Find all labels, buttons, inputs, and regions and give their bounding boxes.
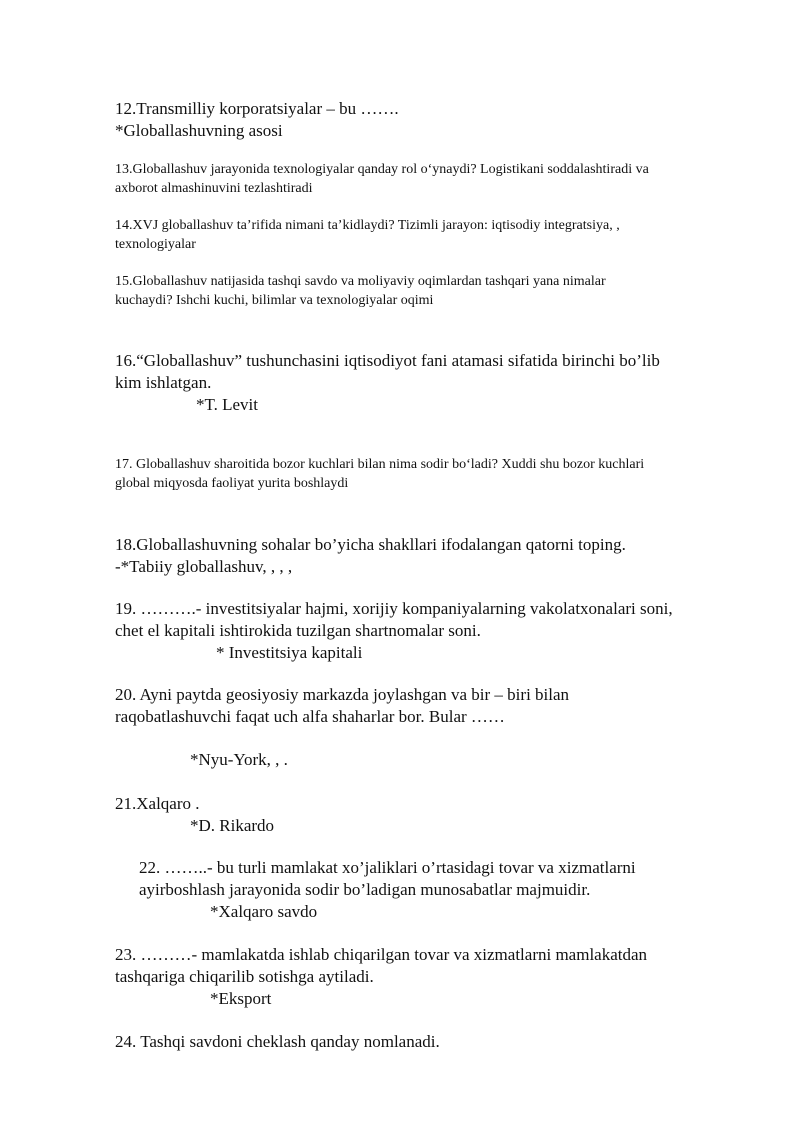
answer-18: -*Tabiiy globallashuv, , , , — [115, 557, 293, 576]
question-24: 24. Tashqi savdoni cheklash qanday nomlanadi. — [115, 1032, 440, 1051]
question-19-cont: chet el kapitali ishtirokida tuzilgan shartnomalar soni. — [115, 621, 481, 640]
answer-22: *Xalqaro savdo — [210, 902, 318, 921]
answer-21: *D. Rikardo — [190, 816, 275, 835]
question-13: 13.Globallashuv jarayonida texnologiyalar qanday rol o‘ynaydi? Logistikani soddalashtiradi va — [115, 162, 649, 177]
answer-20: *Nyu-York, , . — [190, 750, 288, 769]
question-17-cont: global miqyosda faoliyat yurita boshlaydi — [115, 476, 349, 491]
question-12: 12.Transmilliy korporatsiyalar – bu ……. — [115, 99, 399, 118]
question-18: 18.Globallashuvning sohalar bo’yicha shakllari ifodalangan qatorni toping. — [115, 535, 626, 554]
answer-12: *Globallashuvning asosi — [115, 121, 283, 140]
question-16-cont: kim ishlatgan. — [115, 373, 212, 392]
question-23-cont: tashqariga chiqarilib sotishga aytiladi. — [115, 967, 374, 986]
answer-16: *T. Levit — [196, 395, 258, 414]
question-14-cont: texnologiyalar — [115, 237, 196, 252]
question-23: 23. ………- mamlakatda ishlab chiqarilgan tovar va xizmatlarni mamlakatdan — [115, 945, 648, 964]
question-13-cont: axborot almashinuvini tezlashtiradi — [115, 181, 313, 196]
question-14: 14.XVJ globallashuv ta’rifida nimani ta’kidlaydi? Tizimli jarayon: iqtisodiy integratsiya, , — [115, 218, 620, 233]
question-21: 21.Xalqaro . — [115, 794, 200, 813]
answer-19: * Investitsiya kapitali — [216, 643, 363, 662]
question-15: 15.Globallashuv natijasida tashqi savdo va moliyaviy oqimlardan tashqari yana nimalar — [115, 274, 606, 289]
question-20: 20. Ayni paytda geosiyosiy markazda joylashgan va bir – biri bilan — [115, 685, 570, 704]
question-17: 17. Globallashuv sharoitida bozor kuchlari bilan nima sodir bo‘ladi? Xuddi shu bozor kuchlari — [115, 457, 645, 472]
question-22: 22. ……..- bu turli mamlakat xo’jaliklari o’rtasidagi tovar va xizmatlarni — [139, 858, 636, 877]
question-22-cont: ayirboshlash jarayonida sodir bo’ladigan munosabatlar majmuidir. — [139, 880, 591, 899]
question-15-cont: kuchaydi? Ishchi kuchi, bilimlar va texnologiyalar oqimi — [115, 293, 434, 308]
question-20-cont: raqobatlashuvchi faqat uch alfa shaharlar bor. Bular …… — [115, 707, 505, 726]
answer-23: *Eksport — [210, 989, 272, 1008]
question-16: 16.“Globallashuv” tushunchasini iqtisodiyot fani atamasi sifatida birinchi bo’lib — [115, 351, 660, 370]
question-19: 19. ……….- investitsiyalar hajmi, xorijiy kompaniyalarning vakolatxonalari soni, — [115, 599, 673, 618]
